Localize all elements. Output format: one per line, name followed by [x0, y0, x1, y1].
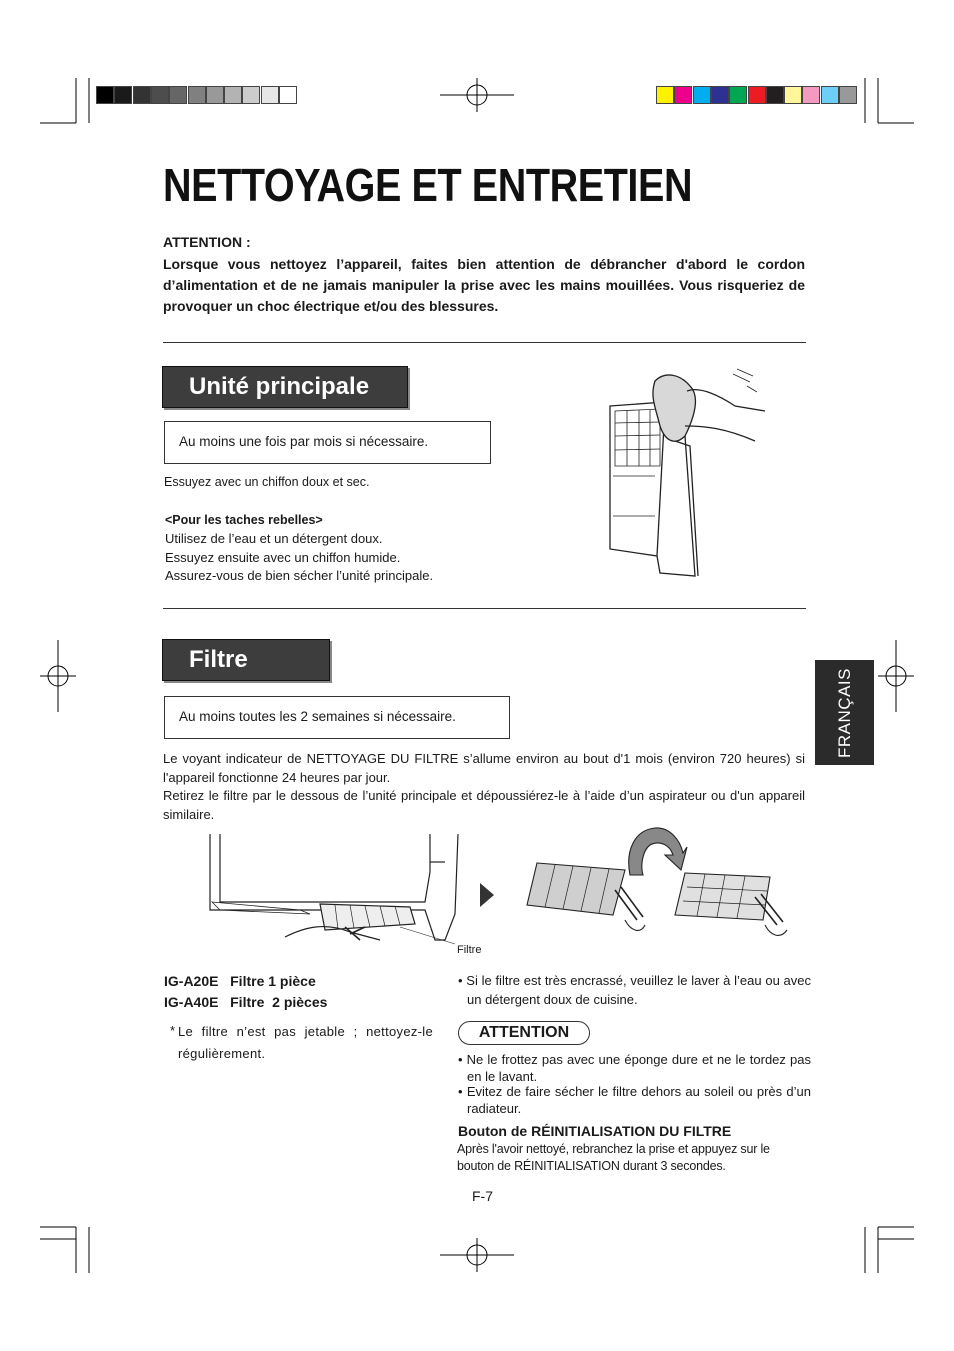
- calibration-swatch: [748, 86, 766, 104]
- attention-badge-label: ATTENTION: [478, 1024, 570, 1041]
- filter-removal-text: Retirez le filtre par le dessous de l’unité principale et dépoussiérez-le à l’aide d’un aspirateur ou d'un appareil similaire.: [163, 788, 805, 822]
- section-heading-unite: Unité principale: [162, 366, 408, 408]
- calibration-swatch: [711, 86, 729, 104]
- calibration-swatch: [114, 86, 132, 104]
- calibration-swatch: [802, 86, 820, 104]
- calibration-swatch: [96, 86, 114, 104]
- filter-vacuum-illustration: [515, 825, 805, 950]
- attention-bullet-text: Ne le frottez pas avec une éponge dure et ne le tordez pas en le lavant.: [466, 1052, 811, 1084]
- stain-heading: <Pour les taches rebelles>: [165, 513, 323, 527]
- calibration-swatch: [279, 86, 297, 104]
- filter-removal-illustration: [200, 832, 470, 952]
- unite-wipe-text: Essuyez avec un chiffon doux et sec.: [164, 475, 370, 489]
- calibration-swatch: [242, 86, 260, 104]
- attention-text: Lorsque vous nettoyez l’appareil, faites bien attention de débrancher d'abord le cordon d’alimentation et de ne jamais manipuler la prise avec les mains mouillées. Vous risqueriez de provoquer un choc électrique et/ou des blessures.: [163, 256, 805, 314]
- calibration-swatch: [693, 86, 711, 104]
- calibration-swatch: [674, 86, 692, 104]
- calibration-swatch: [151, 86, 169, 104]
- page-title: NETTOYAGE ET ENTRETIEN: [163, 159, 693, 211]
- calibration-swatch: [133, 86, 151, 104]
- filter-indicator-text: Le voyant indicateur de NETTOYAGE DU FILTRE s’allume environ au bout d'1 mois (environ 720 heures) si l'appareil fonctionne 24 heures par jour.: [163, 751, 805, 785]
- frequency-box-filtre: Au moins toutes les 2 semaines si nécessaire.: [164, 696, 510, 739]
- model-line-a40e: IG-A40E Filtre 2 pièces: [164, 994, 328, 1010]
- filter-note: Le filtre n’est pas jetable ; nettoyez-le régulièrement.: [178, 1024, 433, 1061]
- model-line-a20e: IG-A20E Filtre 1 pièce: [164, 973, 316, 989]
- arrow-icon: [479, 882, 495, 908]
- reset-heading: Bouton de RÉINITIALISATION DU FILTRE: [458, 1123, 732, 1139]
- calibration-swatch: [729, 86, 747, 104]
- wash-bullet: • Si le filtre est très encrassé, veuillez le laver à l’eau ou avec un détergent doux de cuisine.: [458, 973, 812, 1007]
- calibration-swatch: [766, 86, 784, 104]
- calibration-swatch: [784, 86, 802, 104]
- frequency-box-unite: Au moins une fois par mois si nécessaire.: [164, 421, 491, 464]
- language-tab: [815, 660, 874, 765]
- calibration-swatch: [206, 86, 224, 104]
- reset-text: Après l'avoir nettoyé, rebranchez la prise et appuyez sur le bouton de RÉINITIALISATION durant 3 secondes.: [457, 1142, 770, 1173]
- attention-label: ATTENTION :: [163, 234, 251, 250]
- attention-bullet: • Ne le frottez pas avec une éponge dure et ne le tordez pas en le lavant.: [458, 1052, 811, 1084]
- attention-bullet: • Evitez de faire sécher le filtre dehors au soleil ou près d’un radiateur.: [458, 1084, 811, 1116]
- unit-wiping-illustration: [605, 366, 775, 581]
- language-tab-label: FRANÇAIS: [834, 667, 854, 758]
- attention-bullet-text: Evitez de faire sécher le filtre dehors au soleil ou près d’un radiateur.: [466, 1084, 811, 1116]
- calibration-swatch: [188, 86, 206, 104]
- calibration-swatch: [821, 86, 839, 104]
- attention-badge: [458, 1021, 590, 1045]
- stain-line: Essuyez ensuite avec un chiffon humide.: [165, 550, 401, 565]
- calibration-swatch: [839, 86, 857, 104]
- note-asterisk: *: [170, 1023, 176, 1038]
- calibration-swatch: [261, 86, 279, 104]
- divider-top: [163, 342, 806, 343]
- filter-callout-label: Filtre: [457, 944, 482, 956]
- calibration-swatch: [169, 86, 187, 104]
- calibration-swatch: [224, 86, 242, 104]
- stain-line: Assurez-vous de bien sécher l’unité principale.: [165, 568, 434, 583]
- stain-line: Utilisez de l’eau et un détergent doux.: [165, 531, 383, 546]
- divider-middle: [163, 608, 806, 609]
- section-heading-filtre: Filtre: [162, 639, 330, 681]
- wash-bullet-text: Si le filtre est très encrassé, veuillez le laver à l’eau ou avec un détergent doux de cuisine.: [466, 973, 812, 1007]
- calibration-swatch: [656, 86, 674, 104]
- page-number: F-7: [472, 1188, 493, 1204]
